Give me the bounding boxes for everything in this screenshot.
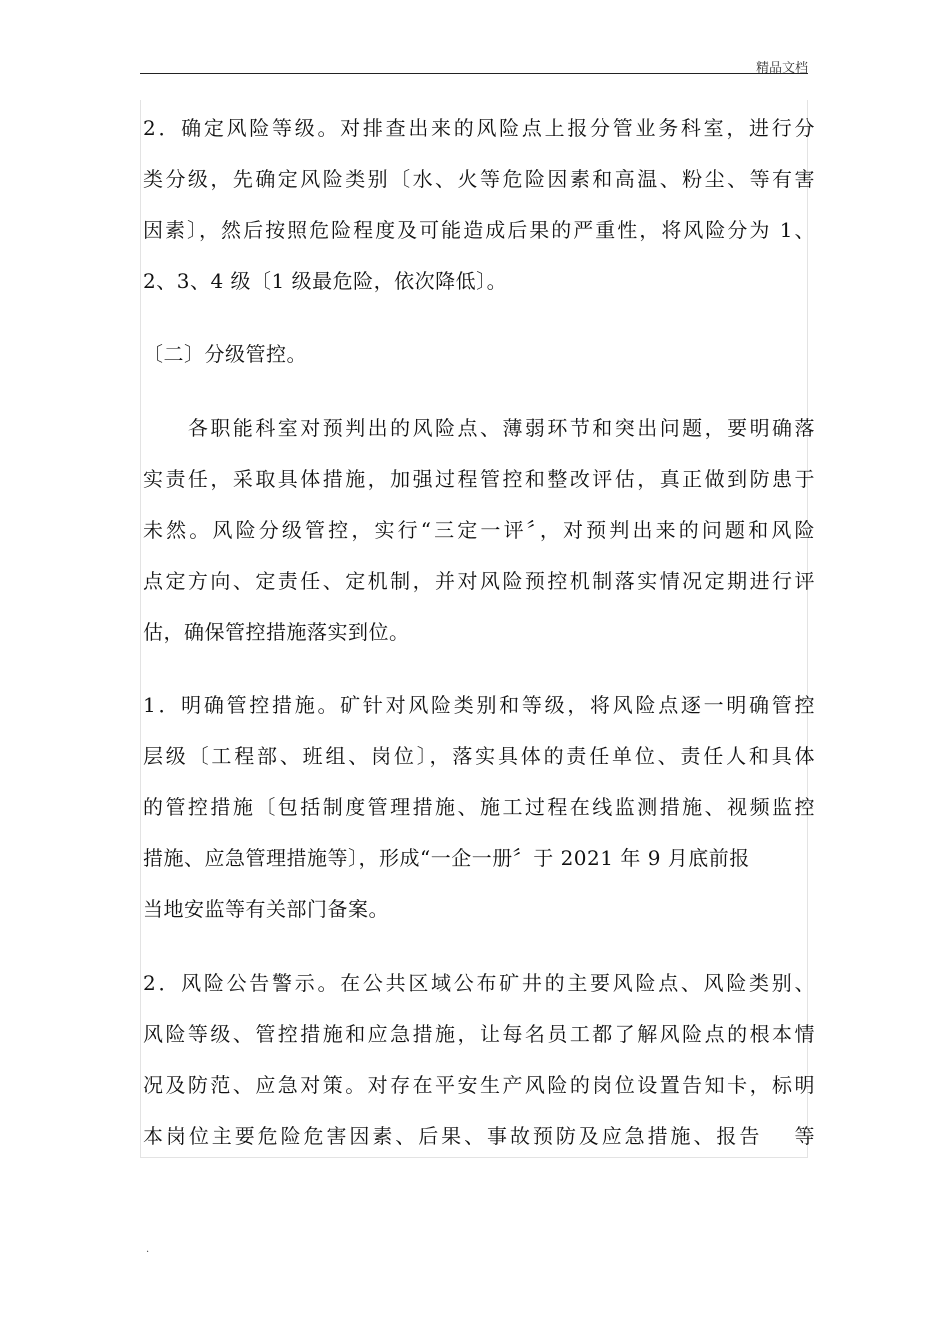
text-line: 的管控措施〔包括制度管理措施、施工过程在线监测措施、视频监控 bbox=[143, 795, 815, 819]
text-line: 当地安监等有关部门备案。 bbox=[143, 897, 389, 921]
text-line: 实责任，采取具体措施，加强过程管控和整改评估，真正做到防患于 bbox=[143, 467, 815, 491]
header-label: 精品文档 bbox=[755, 61, 808, 76]
text-line: 点定方向、定责任、定机制，并对风险预控机制落实情况定期进行评 bbox=[143, 569, 815, 593]
text-line: 风险等级、管控措施和应急措施，让每名员工都了解风险点的根本情 bbox=[143, 1022, 815, 1046]
paragraph-risk-level bbox=[143, 103, 815, 307]
text-line: 因素〕，然后按照危险程度及可能造成后果的严重性，将风险分为 1、 bbox=[143, 218, 815, 242]
text-line: 层级〔工程部、班组、岗位〕，落实具体的责任单位、责任人和具体 bbox=[143, 744, 815, 768]
text-line: 本岗位主要危险危害因素、后果、事故预防及应急措施、报告 等 bbox=[143, 1124, 815, 1148]
text-line: 估，确保管控措施落实到位。 bbox=[143, 620, 410, 644]
text-line: 1．明确管控措施。矿针对风险类别和等级，将风险点逐一明确管控 bbox=[143, 693, 815, 717]
section-heading-graded-control bbox=[143, 329, 815, 380]
text-line: 2．确定风险等级。对排查出来的风险点上报分管业务科室，进行分 bbox=[143, 116, 815, 140]
text-line: 各职能科室对预判出的风险点、薄弱环节和突出问题，要明确落 bbox=[143, 416, 815, 440]
text-line: 措施、应急管理措施等〕，形成“一企一册〞于 2021 年 9 月底前报 bbox=[143, 846, 750, 870]
paragraph-department-duties bbox=[143, 403, 815, 658]
text-line: 况及防范、应急对策。对存在平安生产风险的岗位设置告知卡，标明 bbox=[143, 1073, 815, 1097]
footer-mark: . bbox=[146, 1244, 150, 1255]
text-line: 2、3、4 级〔1 级最危险，依次降低〕。 bbox=[143, 269, 508, 293]
text-line: 〔二〕分级管控。 bbox=[143, 342, 307, 366]
text-line: 未然。风险分级管控，实行“三定一评〞，对预判出来的问题和风险 bbox=[143, 518, 815, 542]
header-divider bbox=[140, 73, 808, 74]
paragraph-control-measures bbox=[143, 680, 815, 935]
paragraph-risk-warning bbox=[143, 958, 815, 1162]
text-line: 2．风险公告警示。在公共区域公布矿井的主要风险点、风险类别、 bbox=[143, 971, 815, 995]
text-line: 类分级，先确定风险类别〔水、火等危险因素和高温、粉尘、等有害 bbox=[143, 167, 815, 191]
